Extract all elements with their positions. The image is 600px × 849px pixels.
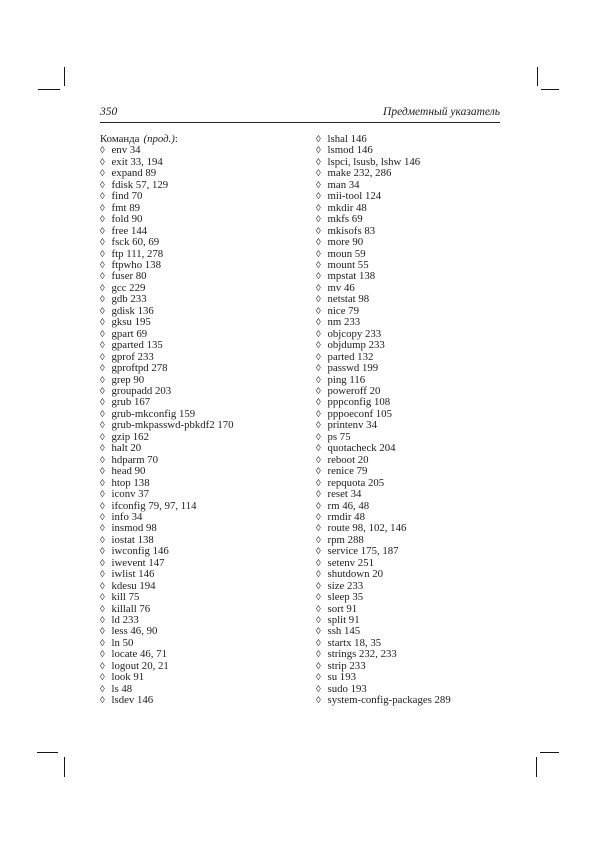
index-entry-text: nm 233 <box>327 316 361 329</box>
diamond-bullet-icon: ◊ <box>316 145 321 157</box>
continuation-term: Команда <box>100 133 140 145</box>
index-entry-text: gdisk 136 <box>111 304 154 317</box>
index-entry <box>316 214 512 225</box>
crop-mark-top-right-vertical <box>537 67 538 86</box>
diamond-bullet-icon: ◊ <box>316 580 321 592</box>
index-entry-text: renice 79 <box>327 465 368 478</box>
index-entry <box>316 489 512 500</box>
index-entry-text: ping 116 <box>327 373 366 386</box>
diamond-bullet-icon: ◊ <box>100 500 105 512</box>
page-number: 350 <box>100 106 118 118</box>
diamond-bullet-icon: ◊ <box>100 615 105 627</box>
diamond-bullet-icon: ◊ <box>316 363 321 375</box>
index-entry <box>100 592 312 603</box>
index-entry-text: sort 91 <box>327 602 358 615</box>
diamond-bullet-icon: ◊ <box>100 672 105 684</box>
index-entry <box>100 214 312 225</box>
diamond-bullet-icon: ◊ <box>100 420 105 432</box>
index-entry-text: pppoeconf 105 <box>327 407 392 420</box>
index-entry-text: poweroff 20 <box>327 384 381 397</box>
continuation-colon: : <box>174 133 178 145</box>
diamond-bullet-icon: ◊ <box>100 431 105 443</box>
index-entry-text: less 46, 90 <box>111 625 158 638</box>
index-entry-text: fdisk 57, 129 <box>111 178 169 191</box>
index-entry-text: mkisofs 83 <box>327 224 376 237</box>
index-entry-text: mpstat 138 <box>327 270 376 283</box>
crop-mark-bottom-left-vertical <box>64 757 65 777</box>
diamond-bullet-icon: ◊ <box>316 191 321 203</box>
diamond-bullet-icon: ◊ <box>316 294 321 306</box>
index-entry-text: shutdown 20 <box>327 568 383 581</box>
index-entry-text: ps 75 <box>327 430 351 443</box>
diamond-bullet-icon: ◊ <box>316 317 321 329</box>
diamond-bullet-icon: ◊ <box>316 546 321 558</box>
diamond-bullet-icon: ◊ <box>316 305 321 317</box>
index-entry-text: grub-mkpasswd-pbkdf2 170 <box>111 419 234 432</box>
index-entry <box>100 569 312 580</box>
index-entry <box>316 466 512 477</box>
diamond-bullet-icon: ◊ <box>316 408 321 420</box>
index-entry <box>316 592 512 603</box>
diamond-bullet-icon: ◊ <box>316 351 321 363</box>
diamond-bullet-icon: ◊ <box>316 134 321 145</box>
diamond-bullet-icon: ◊ <box>316 328 321 340</box>
diamond-bullet-icon: ◊ <box>316 385 321 397</box>
index-entry-text: gksu 195 <box>111 316 151 329</box>
index-entry-text: fmt 89 <box>111 201 140 214</box>
index-entry-text: htop 138 <box>111 476 150 489</box>
diamond-bullet-icon: ◊ <box>316 615 321 627</box>
diamond-bullet-icon: ◊ <box>100 237 105 249</box>
index-entry-text: service 175, 187 <box>327 545 399 558</box>
diamond-bullet-icon: ◊ <box>316 237 321 249</box>
index-entry-text: halt 20 <box>111 442 142 455</box>
diamond-bullet-icon: ◊ <box>316 534 321 546</box>
diamond-bullet-icon: ◊ <box>316 489 321 501</box>
index-entry-text: head 90 <box>111 465 146 478</box>
index-entry-text: gzip 162 <box>111 430 149 443</box>
index-entry <box>100 317 312 328</box>
index-entry-text: rm 46, 48 <box>327 499 370 512</box>
diamond-bullet-icon: ◊ <box>100 374 105 386</box>
index-entry-text: route 98, 102, 146 <box>327 522 407 535</box>
index-entry-text: repquota 205 <box>327 476 385 489</box>
diamond-bullet-icon: ◊ <box>100 179 105 191</box>
diamond-bullet-icon: ◊ <box>100 328 105 340</box>
index-entry-text: insmod 98 <box>111 522 157 535</box>
diamond-bullet-icon: ◊ <box>100 202 105 214</box>
index-entry-text: ftp 111, 278 <box>111 247 164 260</box>
index-entry <box>100 466 312 477</box>
diamond-bullet-icon: ◊ <box>316 695 321 707</box>
diamond-bullet-icon: ◊ <box>100 317 105 329</box>
index-entry-text: system-config-packages 289 <box>327 694 451 707</box>
index-entry-text: ftpwho 138 <box>111 258 161 271</box>
index-entry-text: locate 46, 71 <box>111 648 167 661</box>
diamond-bullet-icon: ◊ <box>316 374 321 386</box>
index-entry <box>316 237 512 248</box>
diamond-bullet-icon: ◊ <box>100 271 105 283</box>
index-entry-text: logout 20, 21 <box>111 659 169 672</box>
diamond-bullet-icon: ◊ <box>316 420 321 432</box>
diamond-bullet-icon: ◊ <box>316 603 321 615</box>
index-entry <box>100 363 312 374</box>
diamond-bullet-icon: ◊ <box>316 340 321 352</box>
index-entry-text: gcc 229 <box>111 281 146 294</box>
index-entry-text: startx 18, 35 <box>327 636 382 649</box>
diamond-bullet-icon: ◊ <box>316 511 321 523</box>
diamond-bullet-icon: ◊ <box>100 351 105 363</box>
index-entry-text: kill 75 <box>111 591 140 604</box>
index-entry-text: gproftpd 278 <box>111 362 168 375</box>
index-entry <box>316 317 512 328</box>
diamond-bullet-icon: ◊ <box>100 385 105 397</box>
index-entry-text: moun 59 <box>327 247 366 260</box>
index-entry-text: iwlist 146 <box>111 568 155 581</box>
index-entry <box>316 363 512 374</box>
index-entry-text: more 90 <box>327 236 364 249</box>
index-entry-text: hdparm 70 <box>111 453 158 466</box>
index-entry-text: quotacheck 204 <box>327 442 396 455</box>
diamond-bullet-icon: ◊ <box>100 660 105 672</box>
index-entry-text: size 233 <box>327 579 364 592</box>
index-entry-text: ld 233 <box>111 614 139 627</box>
index-entry-text: grub-mkconfig 159 <box>111 407 196 420</box>
index-entry-text: setenv 251 <box>327 556 374 569</box>
index-entry-text: find 70 <box>111 190 143 203</box>
diamond-bullet-icon: ◊ <box>316 443 321 455</box>
index-entry-text: passwd 199 <box>327 362 379 375</box>
diamond-bullet-icon: ◊ <box>100 156 105 168</box>
index-entry-text: killall 76 <box>111 602 151 615</box>
diamond-bullet-icon: ◊ <box>316 156 321 168</box>
diamond-bullet-icon: ◊ <box>316 179 321 191</box>
diamond-bullet-icon: ◊ <box>316 225 321 237</box>
diamond-bullet-icon: ◊ <box>100 408 105 420</box>
diamond-bullet-icon: ◊ <box>316 282 321 294</box>
index-entry-text: lsdev 146 <box>111 694 154 707</box>
index-entry <box>316 191 512 202</box>
index-entry-text: split 91 <box>327 614 360 627</box>
index-entry-text: pppconfig 108 <box>327 396 391 409</box>
index-entry <box>100 695 312 706</box>
diamond-bullet-icon: ◊ <box>100 397 105 409</box>
index-entry-text: gpart 69 <box>111 327 148 340</box>
diamond-bullet-icon: ◊ <box>316 271 321 283</box>
index-entry <box>316 695 512 706</box>
diamond-bullet-icon: ◊ <box>100 477 105 489</box>
index-entry <box>100 489 312 500</box>
index-entry-text: iwconfig 146 <box>111 545 169 558</box>
index-entry <box>100 443 312 454</box>
diamond-bullet-icon: ◊ <box>316 466 321 478</box>
index-entry-text: iconv 37 <box>111 488 149 501</box>
diamond-bullet-icon: ◊ <box>100 592 105 604</box>
diamond-bullet-icon: ◊ <box>100 340 105 352</box>
diamond-bullet-icon: ◊ <box>316 259 321 271</box>
diamond-bullet-icon: ◊ <box>100 534 105 546</box>
diamond-bullet-icon: ◊ <box>100 557 105 569</box>
index-entry-text: lspci, lsusb, lshw 146 <box>327 155 421 168</box>
index-entry-text: ls 48 <box>111 682 133 695</box>
index-entry-text: strings 232, 233 <box>327 648 397 661</box>
index-entry-text: free 144 <box>111 224 148 237</box>
diamond-bullet-icon: ◊ <box>316 649 321 661</box>
diamond-bullet-icon: ◊ <box>316 168 321 180</box>
index-entry-text: groupadd 203 <box>111 384 172 397</box>
crop-mark-bottom-right-vertical <box>536 757 537 777</box>
index-entry <box>100 191 312 202</box>
diamond-bullet-icon: ◊ <box>316 397 321 409</box>
diamond-bullet-icon: ◊ <box>316 248 321 260</box>
header-title: Предметный указатель <box>383 106 500 118</box>
index-entry <box>316 443 512 454</box>
diamond-bullet-icon: ◊ <box>316 592 321 604</box>
diamond-bullet-icon: ◊ <box>100 282 105 294</box>
crop-mark-bottom-right-horizontal <box>540 752 559 753</box>
index-column-right <box>316 134 512 707</box>
diamond-bullet-icon: ◊ <box>316 523 321 535</box>
index-entry-text: fuser 80 <box>111 270 147 283</box>
diamond-bullet-icon: ◊ <box>316 626 321 638</box>
diamond-bullet-icon: ◊ <box>316 477 321 489</box>
index-entry <box>316 569 512 580</box>
diamond-bullet-icon: ◊ <box>100 603 105 615</box>
index-entry-text: netstat 98 <box>327 293 370 306</box>
crop-mark-top-left-horizontal <box>38 89 60 90</box>
index-entry-text: ssh 145 <box>327 625 361 638</box>
diamond-bullet-icon: ◊ <box>100 443 105 455</box>
diamond-bullet-icon: ◊ <box>100 626 105 638</box>
diamond-bullet-icon: ◊ <box>100 454 105 466</box>
index-entry-text: mkdir 48 <box>327 201 367 214</box>
diamond-bullet-icon: ◊ <box>100 305 105 317</box>
diamond-bullet-icon: ◊ <box>100 191 105 203</box>
index-entry-text: expand 89 <box>111 167 157 180</box>
index-entry-text: info 34 <box>111 510 143 523</box>
index-entry-text: ln 50 <box>111 636 134 649</box>
index-entry-text: iostat 138 <box>111 533 154 546</box>
diamond-bullet-icon: ◊ <box>316 500 321 512</box>
index-entry-text: fsck 60, 69 <box>111 236 160 249</box>
diamond-bullet-icon: ◊ <box>100 523 105 535</box>
diamond-bullet-icon: ◊ <box>100 466 105 478</box>
index-entry-text: make 232, 286 <box>327 167 392 180</box>
diamond-bullet-icon: ◊ <box>316 202 321 214</box>
diamond-bullet-icon: ◊ <box>100 546 105 558</box>
index-entry-text: sudo 193 <box>327 682 367 695</box>
index-entry-text: fold 90 <box>111 213 143 226</box>
diamond-bullet-icon: ◊ <box>100 363 105 375</box>
running-head <box>100 105 500 123</box>
index-entry-text: look 91 <box>111 671 145 684</box>
index-entry-text: printenv 34 <box>327 419 377 432</box>
index-entry-text: gparted 135 <box>111 339 163 352</box>
index-entry <box>100 237 312 248</box>
index-entry-text: grep 90 <box>111 373 145 386</box>
diamond-bullet-icon: ◊ <box>100 248 105 260</box>
index-entry-text: reset 34 <box>327 488 362 501</box>
index-entry-text: nice 79 <box>327 304 359 317</box>
diamond-bullet-icon: ◊ <box>316 454 321 466</box>
index-entry-text: mv 46 <box>327 281 355 294</box>
index-entry-text: sleep 35 <box>327 591 364 604</box>
diamond-bullet-icon: ◊ <box>316 683 321 695</box>
index-entry-text: iwevent 147 <box>111 556 165 569</box>
index-entry-text: mount 55 <box>327 258 369 271</box>
diamond-bullet-icon: ◊ <box>316 637 321 649</box>
index-entry-text: rpm 288 <box>327 533 364 546</box>
diamond-bullet-icon: ◊ <box>100 649 105 661</box>
index-entry-text: mii-tool 124 <box>327 190 382 203</box>
diamond-bullet-icon: ◊ <box>100 168 105 180</box>
index-entry-text: ifconfig 79, 97, 114 <box>111 499 197 512</box>
diamond-bullet-icon: ◊ <box>316 431 321 443</box>
index-entry-text: objcopy 233 <box>327 327 382 340</box>
index-entry-text: reboot 20 <box>327 453 369 466</box>
index-entry-text: exit 33, 194 <box>111 155 163 168</box>
crop-mark-top-right-horizontal <box>541 89 559 90</box>
index-entry-text: lsmod 146 <box>327 144 373 157</box>
index-entry <box>316 340 512 351</box>
diamond-bullet-icon: ◊ <box>100 294 105 306</box>
index-entry-text: kdesu 194 <box>111 579 156 592</box>
index-entry-text: gprof 233 <box>111 350 154 363</box>
index-entry-text: su 193 <box>327 671 356 684</box>
diamond-bullet-icon: ◊ <box>100 259 105 271</box>
diamond-bullet-icon: ◊ <box>316 660 321 672</box>
index-entry-text: gdb 233 <box>111 293 147 306</box>
diamond-bullet-icon: ◊ <box>100 489 105 501</box>
index-entry-text: grub 167 <box>111 396 151 409</box>
index-entry-text: rmdir 48 <box>327 510 365 523</box>
crop-mark-bottom-left-horizontal <box>37 752 58 753</box>
diamond-bullet-icon: ◊ <box>316 569 321 581</box>
diamond-bullet-icon: ◊ <box>100 695 105 707</box>
diamond-bullet-icon: ◊ <box>100 683 105 695</box>
diamond-bullet-icon: ◊ <box>100 637 105 649</box>
continuation-note: (прод.) <box>143 133 175 145</box>
diamond-bullet-icon: ◊ <box>316 557 321 569</box>
index-entry <box>100 340 312 351</box>
index-column-left <box>100 134 312 707</box>
diamond-bullet-icon: ◊ <box>316 214 321 226</box>
index-entry-text: env 34 <box>111 144 141 157</box>
diamond-bullet-icon: ◊ <box>100 580 105 592</box>
index-entry-text: parted 132 <box>327 350 374 363</box>
crop-mark-top-left-vertical <box>64 67 65 86</box>
index-entry-text: mkfs 69 <box>327 213 363 226</box>
diamond-bullet-icon: ◊ <box>100 569 105 581</box>
diamond-bullet-icon: ◊ <box>316 672 321 684</box>
index-entry-text: objdump 233 <box>327 339 385 352</box>
diamond-bullet-icon: ◊ <box>100 145 105 157</box>
diamond-bullet-icon: ◊ <box>100 225 105 237</box>
diamond-bullet-icon: ◊ <box>100 214 105 226</box>
index-entry-text: strip 233 <box>327 659 366 672</box>
index-entry-text: lshal 146 <box>327 133 367 145</box>
diamond-bullet-icon: ◊ <box>100 511 105 523</box>
index-entry-text: man 34 <box>327 178 360 191</box>
